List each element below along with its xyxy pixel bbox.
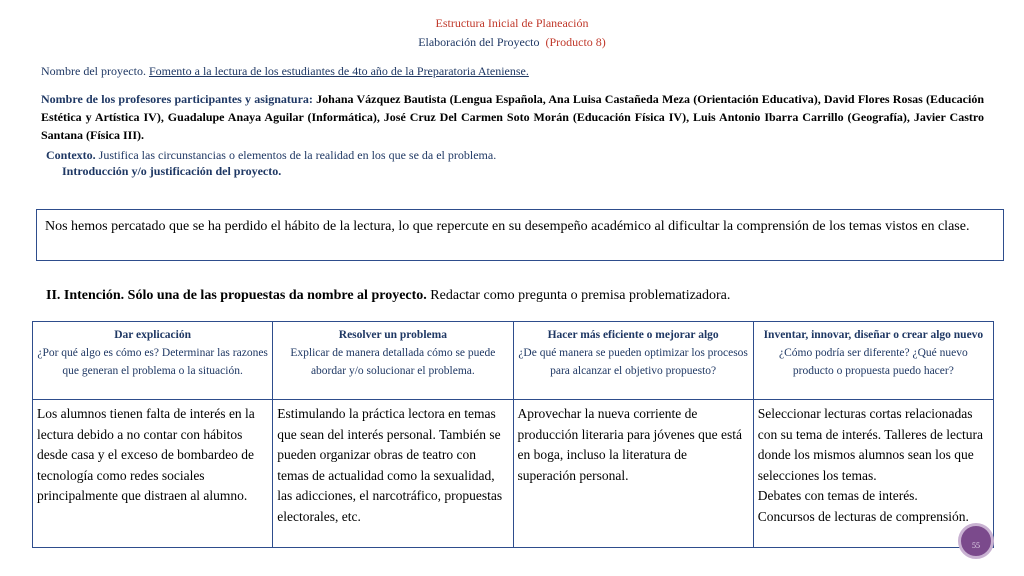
context-line bbox=[46, 148, 496, 163]
project-name-line bbox=[41, 64, 991, 79]
teachers-label: Nombre de los profesores participantes y asignatura: bbox=[41, 92, 313, 106]
teachers-paragraph bbox=[41, 90, 984, 144]
column-header: Inventar, innovar, diseñar o crear algo nuevo ¿Cómo podría ser diferente? ¿Qué nuevo producto o propuesta puedo hacer? bbox=[753, 322, 993, 400]
intention-table bbox=[32, 321, 994, 548]
header-subtitle: Elaboración del Proyecto (Producto 8) bbox=[418, 35, 606, 49]
column-header: Dar explicación ¿Por qué algo es cómo es? Determinar las razones que generan el problema o la situación. bbox=[33, 322, 273, 400]
product-label: (Producto 8) bbox=[545, 35, 606, 49]
context-text: Justifica las circunstancias o elementos de la realidad en los que se da el problema. bbox=[98, 148, 497, 162]
table-cell: Seleccionar lecturas cortas relacionadas con su tema de interés. Talleres de lectura donde los mismos alumnos sean los que selecciones los temas. Debates con temas de interés. Concursos de lecturas de comprensión. bbox=[753, 400, 993, 548]
column-header: Hacer más eficiente o mejorar algo ¿De qué manera se pueden optimizar los procesos para alcanzar el objetivo propuesto? bbox=[513, 322, 753, 400]
intention-text: Redactar como pregunta o premisa problematizadora. bbox=[430, 288, 731, 303]
table-cell: Los alumnos tienen falta de interés en la lectura debido a no contar con hábitos desde casa y el exceso de bombardeo de tecnología como redes sociales principalmente que distraen al alumno. bbox=[33, 400, 273, 548]
table-cell: Estimulando la práctica lectora en temas que sean del interés personal. También se pueden organizar obras de teatro con temas de actualidad como la sexualidad, las adicciones, el narcotráfico, propuestas electorales, etc. bbox=[273, 400, 513, 548]
header-title: Estructura Inicial de Planeación bbox=[435, 16, 589, 30]
page-number-badge: 55 bbox=[958, 523, 994, 559]
page-header bbox=[0, 14, 1024, 52]
intention-line bbox=[46, 288, 730, 304]
intention-label: II. Intención. Sólo una de las propuestas da nombre al proyecto. bbox=[46, 288, 427, 303]
justification-box: Nos hemos percatado que se ha perdido el hábito de la lectura, lo que repercute en su desempeño académico al dificultar la comprensión de los temas vistos en clase. bbox=[36, 209, 1004, 261]
project-name: Fomento a la lectura de los estudiantes de 4to año de la Preparatoria Ateniense. bbox=[148, 64, 529, 78]
intro-heading: Introducción y/o justificación del proyecto. bbox=[62, 164, 282, 178]
teachers-list: Johana Vázquez Bautista (Lengua Española, Ana Luisa Castañeda Meza (Orientación Educativa), David Flores Rosas (Educación Estética y Artística IV), Guadalupe Anaya Aguilar (Informática), José Cruz Del Carmen Soto Morán (Educación Física IV), Luis Antonio Ibarra Carrillo (Geografía), Javier Castro Santana (Física III). bbox=[41, 92, 985, 142]
table-row bbox=[33, 400, 994, 548]
context-label: Contexto. bbox=[46, 148, 96, 162]
table-cell: Aprovechar la nueva corriente de producción literaria para jóvenes que está en boga, incluso la literatura de superación personal. bbox=[513, 400, 753, 548]
table-header-row bbox=[33, 322, 994, 400]
project-label: Nombre del proyecto. bbox=[41, 64, 146, 78]
column-header: Resolver un problema Explicar de manera detallada cómo se puede abordar y/o solucionar el problema. bbox=[273, 322, 513, 400]
